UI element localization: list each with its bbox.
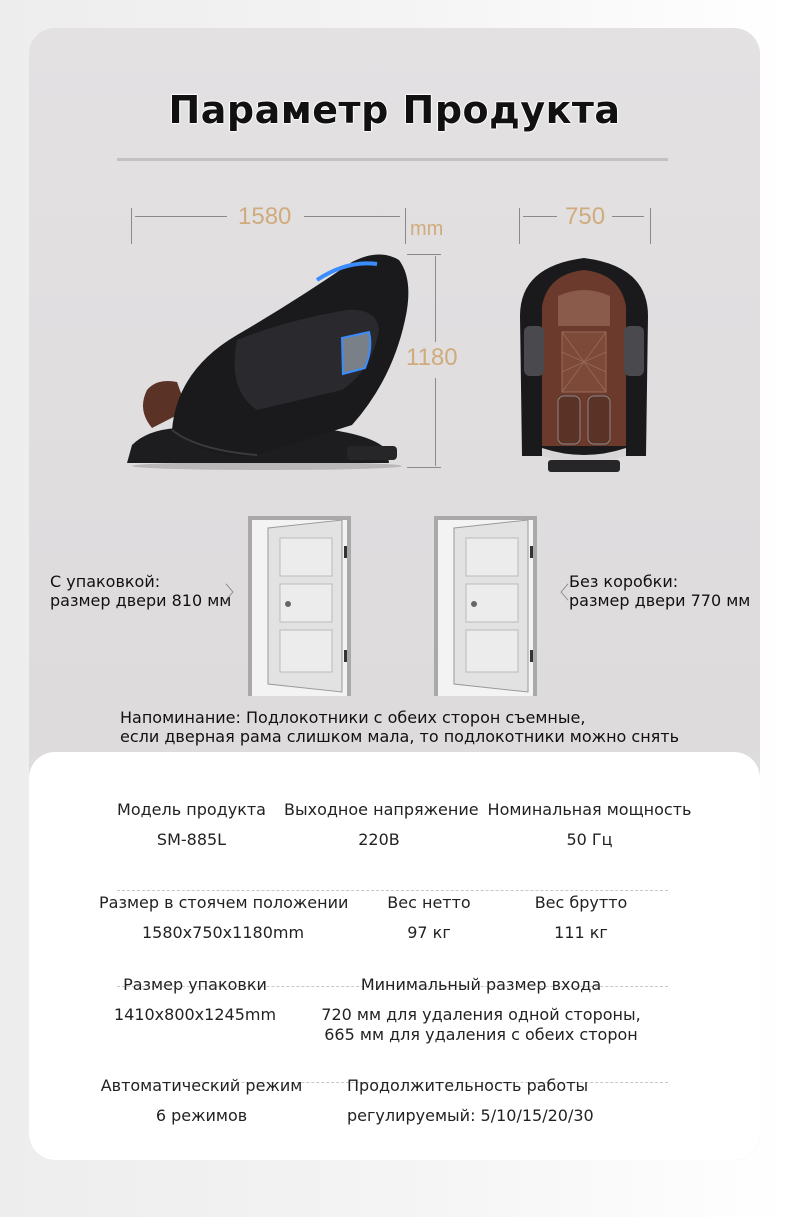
spec-upright-label: Размер в стоячем положении	[99, 893, 349, 912]
reminder-note	[120, 708, 679, 746]
spec-net-label: Вес нетто	[387, 893, 471, 912]
length-tick-right	[405, 208, 406, 244]
spec-voltage-value: 220В	[358, 830, 400, 849]
height-line-bottom	[435, 378, 436, 466]
spec-package-size	[109, 975, 281, 1025]
spec-entry-value-line1: 720 мм для удаления одной стороны,	[321, 1005, 641, 1024]
spec-auto-value: 6 режимов	[155, 1106, 248, 1125]
spec-power-value: 50 Гц	[566, 830, 613, 849]
spec-power	[487, 800, 692, 850]
width-value: 750	[565, 203, 606, 230]
door-label-packed	[50, 572, 231, 610]
page-title: Параметр Продукта	[168, 88, 621, 132]
spec-gross-weight	[521, 893, 641, 943]
door-label-packed-line2: размер двери 810 мм	[50, 591, 232, 610]
height-line-top	[435, 256, 436, 342]
spec-duration	[347, 1076, 607, 1126]
door-packed-image	[248, 516, 351, 696]
door-unpacked-image	[434, 516, 537, 696]
spec-model	[109, 800, 274, 850]
reminder-line2: если дверная рама слишком мала, то подлокотники можно снять	[120, 727, 680, 746]
spec-net-weight	[369, 893, 489, 943]
spec-entry-value-line2: 665 мм для удаления с обеих сторон	[324, 1025, 638, 1044]
spec-min-entry	[321, 975, 641, 1045]
spec-auto-label: Автоматический режим	[100, 1076, 303, 1095]
spec-divider-1	[117, 890, 668, 891]
spec-auto-mode	[99, 1076, 304, 1126]
door-label-unpacked-line1: Без коробки:	[569, 572, 679, 591]
width-tick-left	[519, 208, 520, 244]
product-parameters-card	[29, 28, 760, 1160]
door-label-unpacked	[569, 572, 750, 610]
spec-voltage	[284, 800, 479, 850]
width-line-left	[523, 216, 557, 217]
door-label-packed-line1: С упаковкой:	[50, 572, 161, 591]
specs-panel	[29, 752, 760, 1160]
length-value: 1580	[238, 203, 292, 230]
unit-label: mm	[410, 218, 444, 240]
title-divider	[117, 158, 668, 161]
spec-upright-value: 1580x750x1180mm	[141, 923, 305, 942]
spec-power-label: Номинальная мощность	[487, 800, 692, 819]
spec-entry-label: Минимальный размер входа	[360, 975, 602, 994]
door-label-unpacked-line2: размер двери 770 мм	[569, 591, 751, 610]
length-tick-left	[131, 208, 132, 244]
reminder-line1: Напоминание: Подлокотники с обеих сторон съемные,	[120, 708, 586, 727]
width-tick-right	[650, 208, 651, 244]
spec-voltage-label: Выходное напряжение	[284, 800, 479, 819]
chevron-right-icon: 〉	[225, 583, 243, 604]
chair-side-view-image	[117, 250, 417, 472]
length-line-right	[304, 216, 400, 217]
width-line-right	[612, 216, 644, 217]
spec-model-value: SM-885L	[156, 830, 227, 849]
height-value: 1180	[406, 344, 458, 371]
spec-model-label: Модель продукта	[117, 800, 266, 819]
spec-gross-label: Вес брутто	[534, 893, 628, 912]
spec-duration-value: регулируемый: 5/10/15/20/30	[347, 1106, 594, 1125]
spec-package-label: Размер упаковки	[123, 975, 267, 994]
spec-gross-value: 111 кг	[554, 923, 608, 942]
chevron-left-icon: 〈	[551, 583, 569, 604]
length-line-left	[135, 216, 227, 217]
spec-package-value: 1410x800x1245mm	[113, 1005, 277, 1024]
chair-front-view-image	[518, 256, 650, 474]
spec-net-value: 97 кг	[407, 923, 451, 942]
spec-upright-size	[99, 893, 347, 943]
spec-duration-label: Продолжительность работы	[347, 1076, 589, 1095]
